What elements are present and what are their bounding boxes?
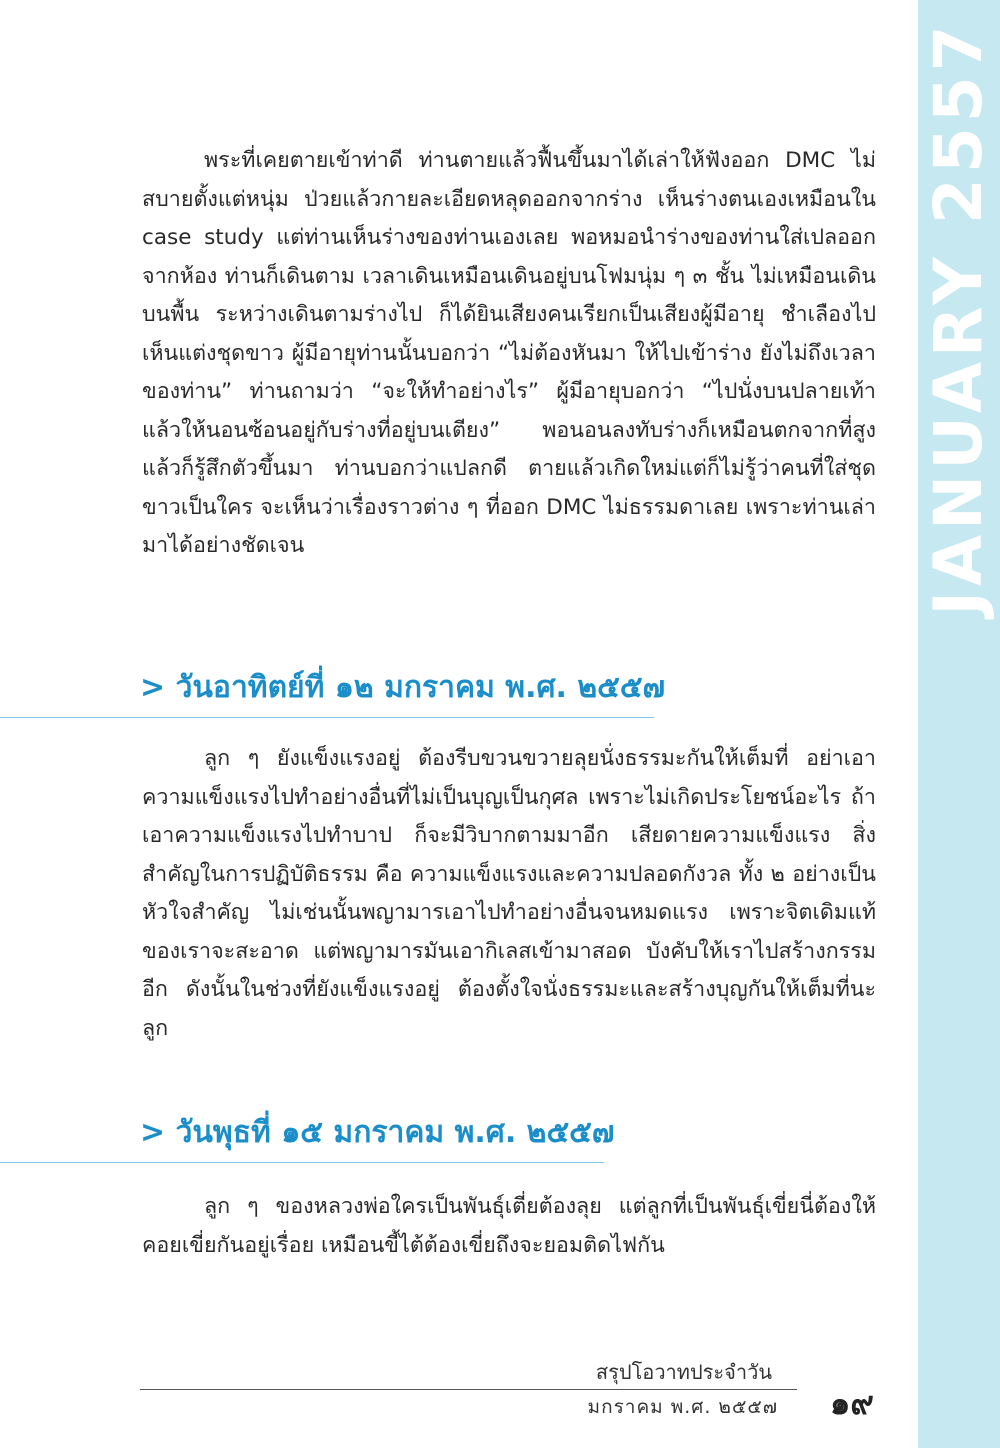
heading-underline-2	[0, 1162, 604, 1163]
footer-date: มกราคม พ.ศ. ๒๕๕๗	[587, 1396, 778, 1418]
footer-title: สรุปโอวาทประจำวัน	[595, 1360, 772, 1384]
body-paragraph-3: ลูก ๆ ของหลวงพ่อใครเป็นพันธุ์เตี่ยต้องลุย แต่ลูกที่เป็นพันธุ์เขี่ยนี่ต้องให้คอยเขี่ยกันอยู่เรื่อย เหมือนขี้ไต้ต้องเขี่ยถึงจะยอมติดไฟกัน	[142, 1194, 876, 1258]
date-heading-1: > วันอาทิตย์ที่ ๑๒ มกราคม พ.ศ. ๒๕๕๗	[140, 670, 666, 705]
body-paragraph-2: ลูก ๆ ยังแข็งแรงอยู่ ต้องรีบขวนขวายลุยนั่งธรรมะกันให้เต็มที่ อย่าเอาความแข็งแรงไปทำอย่างอื่นที่ไม่เป็นบุญเป็นกุศล เพราะไม่เกิดประโยชน์อะไร ถ้าเอาความแข็งแรงไปทำบาป ก็จะมีวิบากตามมาอีก เสียดายความแข็งแรง สิ่งสำคัญในการปฏิบัติธรรม คือ ความแข็งแรงและความปลอดกังวล ทั้ง ๒ อย่างเป็นหัวใจสำคัญ ไม่เช่นนั้นพญามารเอาไปทำอย่างอื่นจนหมดแรง เพราะจิตเดิมแท้ของเราจะสะอาด แต่พญามารมันเอากิเลสเข้ามาสอด บังคับให้เราไปสร้างกรรมอีก ดังนั้นในช่วงที่ยังแข็งแรงอยู่ ต้องตั้งใจนั่งธรรมะและสร้างบุญกันให้เต็มที่นะลูก	[142, 746, 876, 1041]
side-title-vertical: JANUARY 2557	[920, 20, 997, 616]
date-heading-2: > วันพุธที่ ๑๕ มกราคม พ.ศ. ๒๕๕๗	[140, 1115, 615, 1150]
footer-rule	[140, 1389, 797, 1390]
heading-underline-1	[0, 717, 654, 718]
page-number: ๑๙	[830, 1384, 874, 1422]
body-paragraph-1: พระที่เคยตายเข้าท่าดี ท่านตายแล้วฟื้นขึ้นมาได้เล่าให้ฟังออก DMC ไม่สบายตั้งแต่หนุ่ม ป่วยแล้วกายละเอียดหลุดออกจากร่าง เห็นร่างตนเองเหมือนใน case study แต่ท่านเห็นร่างของท่านเองเลย พอหมอนำร่างของท่านใส่เปลออกจากห้อง ท่านก็เดินตาม เวลาเดินเหมือนเดินอยู่บนโฟมนุ่ม ๆ ๓ ชั้น ไม่เหมือนเดินบนพื้น ระหว่างเดินตามร่างไป ก็ได้ยินเสียงคนเรียกเป็นเสียงผู้มีอายุ ชำเลืองไปเห็นแต่งชุดขาว ผู้มีอายุท่านนั้นบอกว่า “ไม่ต้องหันมา ให้ไปเข้าร่าง ยังไม่ถึงเวลาของท่าน” ท่านถามว่า “จะให้ทำอย่างไร” ผู้มีอายุบอกว่า “ไปนั่งบนปลายเท้า แล้วให้นอนซ้อนอยู่กับร่างที่อยู่บนเตียง” พอนอนลงทับร่างก็เหมือนตกจากที่สูงแล้วก็รู้สึกตัวขึ้นมา ท่านบอกว่าแปลกดี ตายแล้วเกิดใหม่แต่ก็ไม่รู้ว่าคนที่ใส่ชุดขาวเป็นใคร จะเห็นว่าเรื่องราวต่าง ๆ ที่ออก DMC ไม่ธรรมดาเลย เพราะท่านเล่ามาได้อย่างชัดเจน	[142, 148, 876, 558]
